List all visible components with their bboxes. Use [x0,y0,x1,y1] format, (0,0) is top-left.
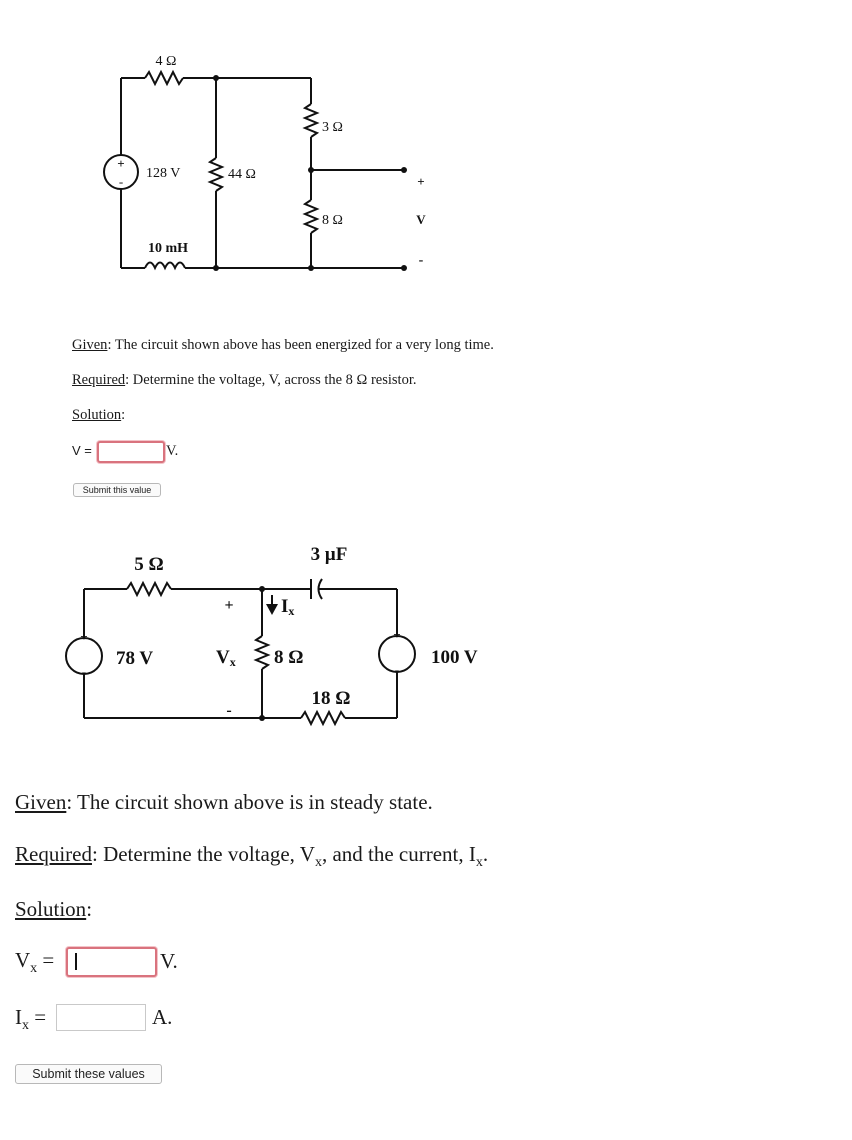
v-unit: V. [166,443,179,459]
inductor-label: 10 mH [148,241,189,256]
r-8-mid-label: 8 Ω [274,647,304,668]
circuit-1-diagram [0,0,852,300]
src2-left-minus: - [81,665,87,680]
r-5-label: 5 Ω [134,554,164,575]
required-2: Required: Determine the voltage, $V_x$, and the current, $I_x$. [15,842,489,871]
src2-right-minus: - [394,663,400,678]
v-label: V = [72,443,92,458]
src1-plus: + [117,156,125,171]
ix-circuit-label: Ix [281,596,295,618]
src2-left-plus: + [80,629,88,644]
cap-label: 3 μF [310,544,348,565]
solution-2: Solution: [15,897,93,921]
out-minus: - [418,253,424,268]
ix-label: $I_x$ = [15,1005,47,1034]
source-78v-label: 78 V [116,648,154,669]
circuit-2-diagram [0,520,852,760]
src1-minus: - [118,174,124,189]
vx-circuit-label: Vx [216,647,236,669]
given-1: Given: The circuit shown above has been energized for a very long time. [72,337,494,353]
r-44-label: 44 Ω [228,167,256,182]
vx-label: $V_x$ = [15,948,55,977]
out-plus: + [417,174,425,189]
text-cursor [75,953,77,970]
vx-plus: + [224,597,234,614]
vx-input[interactable] [66,947,157,977]
r-18-label: 18 Ω [311,688,351,709]
r-top-label: 4 Ω [155,54,177,69]
given-2: Given: The circuit shown above is in steady state. [15,790,433,814]
submit-values-button[interactable]: Submit these values [15,1064,162,1084]
src2-right-plus: + [393,627,401,642]
ix-unit: A. [152,1005,173,1029]
r-8-label: 8 Ω [322,213,343,228]
vx-unit: V. [160,949,178,973]
out-v-label: V [416,212,426,227]
ix-input[interactable] [56,1004,146,1031]
required-1: Required: Determine the voltage, V, across the 8 Ω resistor. [72,372,417,388]
v-input[interactable] [97,441,165,463]
solution-1: Solution: [72,407,126,423]
r-3-label: 3 Ω [322,120,343,135]
source-100v-label: 100 V [431,647,478,668]
vx-minus: - [226,702,232,719]
source-128v-label: 128 V [146,166,181,181]
submit-value-button[interactable]: Submit this value [73,483,161,497]
